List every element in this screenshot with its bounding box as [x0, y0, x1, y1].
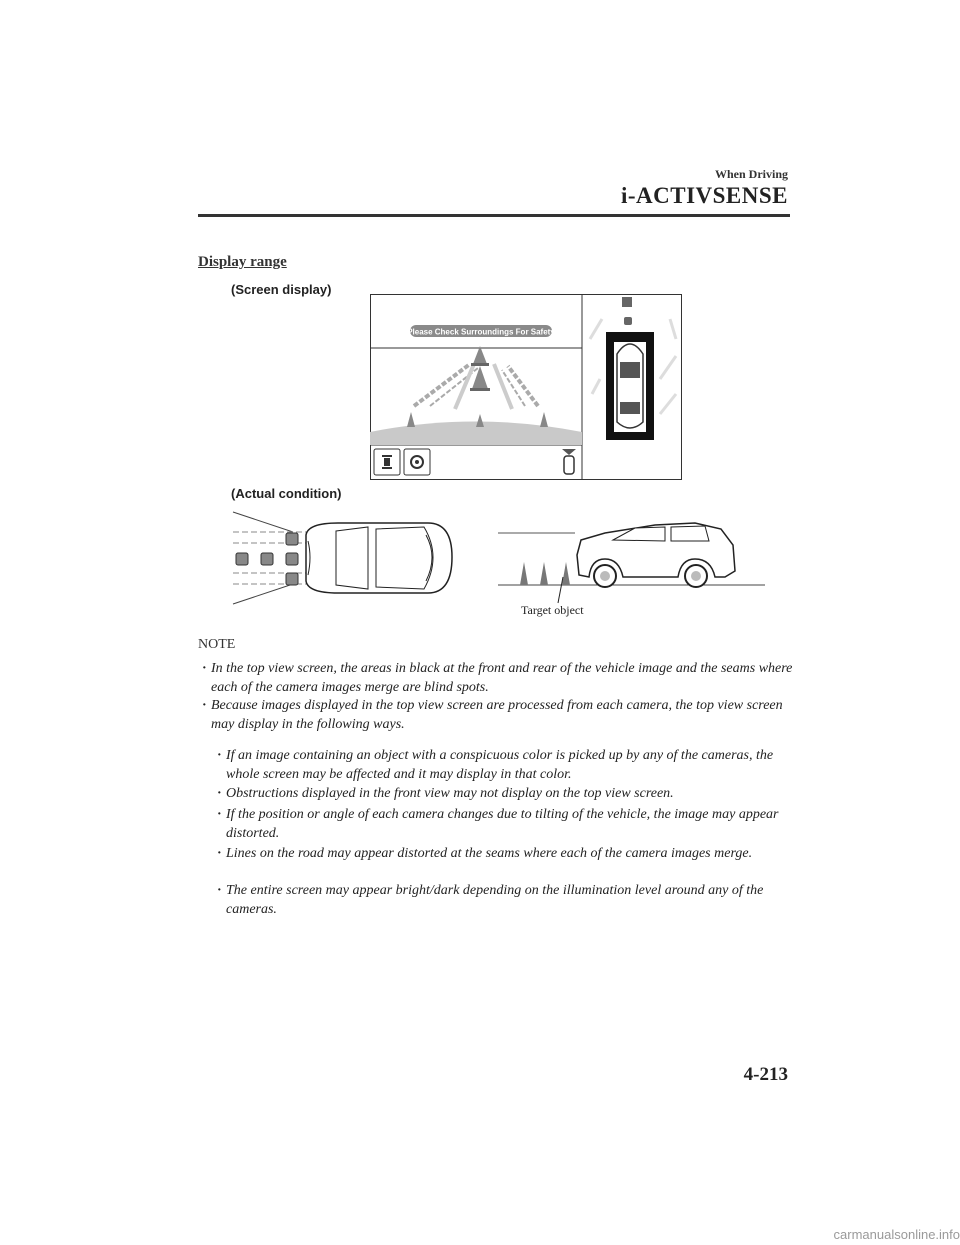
- topview-car-icon: [617, 344, 643, 428]
- actual-condition-sideview: [495, 515, 765, 605]
- watermark: carmanualsonline.info: [833, 1227, 960, 1242]
- camera-switch-icon: [384, 458, 390, 466]
- note-item: · Because images displayed in the top view screen are processed from each camera, the top view screen may display in the following ways.: [211, 696, 801, 734]
- header-rule: [198, 214, 790, 217]
- screen-banner-text: Please Check Surroundings For Safety: [407, 327, 555, 337]
- target-object-label: Target object: [521, 603, 584, 617]
- section-header: When Driving: [714, 167, 788, 181]
- screen-display-figure: [370, 294, 682, 480]
- cone-icon: [562, 562, 570, 585]
- section-heading: Display range: [198, 254, 287, 270]
- cone-icon: [520, 562, 528, 585]
- note-subitem: · Lines on the road may appear distorted at the seams where each of the camera images merge.: [226, 844, 796, 863]
- note-subitem: · If the position or angle of each camera changes due to tilting of the vehicle, the image may appear distorted.: [226, 805, 796, 843]
- note-subitem: · The entire screen may appear bright/dark depending on the illumination level around any of the cameras.: [226, 881, 796, 919]
- note-subitem: · If an image containing an object with a conspicuous color is picked up by any of the cameras, the whole screen may be affected and it may display in that color.: [226, 746, 796, 784]
- note-subitem: · Obstructions displayed in the front view may not display on the top view screen.: [226, 784, 796, 803]
- actual-condition-topview: [228, 505, 458, 610]
- actual-condition-label: (Actual condition): [231, 486, 342, 501]
- page-number: 4-213: [743, 1064, 788, 1085]
- note-item: · In the top view screen, the areas in black at the front and rear of the vehicle image and the seams where each of the camera images merge are blind spots.: [211, 659, 801, 697]
- screen-display-label: (Screen display): [231, 282, 332, 297]
- chapter-title: i-ACTIVSENSE: [620, 183, 788, 208]
- cone-icon: [540, 562, 548, 585]
- note-title: NOTE: [198, 637, 236, 652]
